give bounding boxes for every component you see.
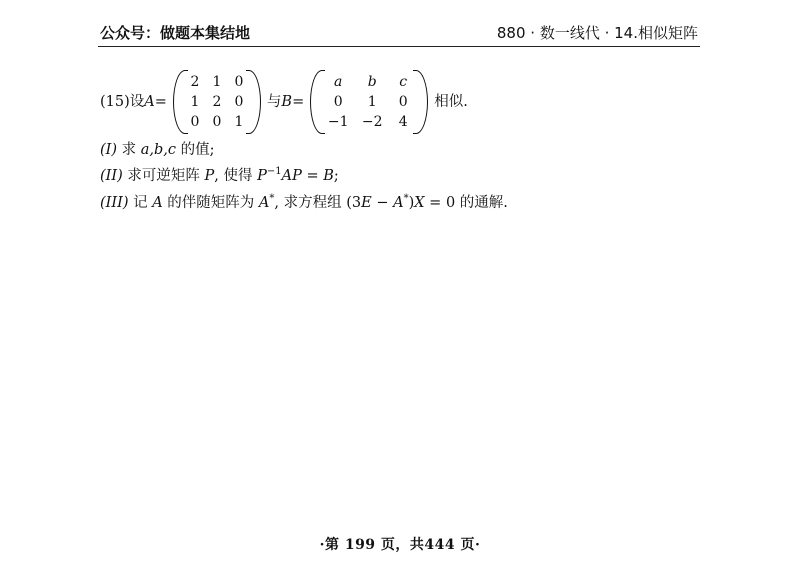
- equation-open: (3: [346, 195, 362, 211]
- part-ii-ap: AP: [281, 168, 302, 184]
- part-ii: [100, 166, 339, 186]
- problem-tail: 相似.: [434, 94, 468, 110]
- matrix-a-cell: 0: [234, 94, 244, 110]
- part-ii-label: (II): [100, 168, 123, 184]
- problem-statement: [100, 70, 468, 134]
- matrix-b-cell: 0: [398, 94, 408, 110]
- matrix-a: [171, 70, 263, 134]
- part-iii: [100, 193, 508, 213]
- matrix-a-cell: 2: [212, 94, 222, 110]
- left-paren: [308, 70, 317, 134]
- matrix-a-cell: 0: [212, 114, 222, 130]
- matrix-a-cell: 1: [190, 94, 200, 110]
- right-paren: [254, 70, 263, 134]
- matrix-b-cell: 0: [333, 94, 343, 110]
- matrix-b-cell: a: [334, 74, 343, 90]
- matrix-b-cell: 4: [398, 114, 408, 130]
- equation-close: ): [408, 195, 415, 211]
- part-i-vars: a,b,c: [140, 142, 177, 158]
- matrix-b-label: B: [281, 94, 293, 110]
- problem-number: (15): [100, 94, 130, 110]
- left-paren: [171, 70, 180, 134]
- header-source: 公众号：做题本集结地: [100, 24, 251, 42]
- adjugate-star: *: [403, 193, 409, 205]
- adjugate-star: *: [269, 193, 275, 205]
- right-paren: [421, 70, 430, 134]
- part-iii-text-c: , 求方程组: [274, 195, 347, 211]
- identity-e: E: [361, 195, 372, 211]
- matrix-a-cell: 0: [190, 114, 200, 130]
- part-i-text-b: 的值;: [176, 142, 215, 158]
- part-iii-a2: A: [393, 195, 404, 211]
- minus-sign: −: [371, 195, 394, 211]
- part-i-text-a: 求: [117, 142, 141, 158]
- matrix-b: [308, 70, 430, 134]
- matrix-a-cell: 2: [190, 74, 200, 90]
- unknown-x: X: [414, 195, 425, 211]
- part-iii-text-a: 记: [128, 195, 153, 211]
- part-ii-text-b: , 使得: [214, 168, 258, 184]
- equals-sign: =: [154, 94, 167, 110]
- part-ii-var-p: P: [204, 168, 215, 184]
- inverse-exponent: −1: [266, 166, 282, 178]
- part-ii-eq: =: [301, 168, 324, 184]
- matrix-a-cell: 1: [212, 74, 222, 90]
- part-iii-a: A: [152, 195, 163, 211]
- connector-text: 与: [266, 94, 282, 110]
- part-iii-astar: A: [258, 195, 270, 211]
- part-iii-text-d: 的通解.: [455, 195, 508, 211]
- part-ii-p: P: [257, 168, 267, 184]
- matrix-b-cell: b: [367, 74, 377, 90]
- problem-lead: 设: [129, 94, 145, 110]
- matrix-b-cell: −1: [327, 114, 349, 130]
- page-header: [98, 20, 700, 47]
- matrix-b-cell: −2: [361, 114, 383, 130]
- part-iii-label: (III): [100, 195, 129, 211]
- matrix-b-cell: c: [399, 74, 408, 90]
- equals-zero: = 0: [424, 195, 456, 211]
- page-footer: ·第 199 页，共444 页·: [319, 537, 481, 553]
- part-ii-b: B: [323, 168, 334, 184]
- part-i-label: (I): [100, 142, 118, 158]
- matrix-a-label: A: [144, 94, 155, 110]
- part-ii-text-a: 求可逆矩阵: [122, 168, 205, 184]
- part-ii-end: ;: [333, 168, 339, 184]
- part-i: [100, 140, 215, 160]
- part-iii-text-b: 的伴随矩阵为: [162, 195, 259, 211]
- matrix-a-cell: 0: [234, 74, 244, 90]
- matrix-b-cell: 1: [367, 94, 377, 110]
- matrix-a-cell: 1: [234, 114, 244, 130]
- header-section: 880 · 数一线代 · 14.相似矩阵: [496, 24, 698, 42]
- equals-sign: =: [292, 94, 305, 110]
